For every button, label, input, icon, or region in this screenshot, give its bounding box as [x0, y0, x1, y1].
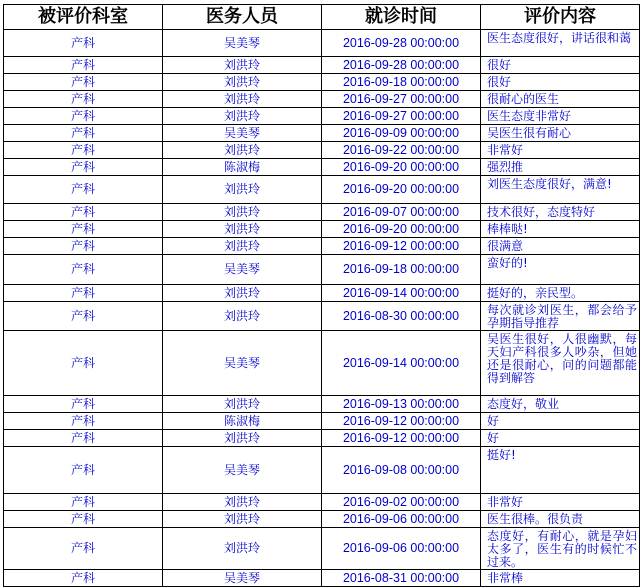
table-row — [4, 570, 640, 587]
comment-cell: 挺好的，亲民型。 — [481, 285, 640, 302]
comment-cell: 态度好，有耐心，就是孕妇太多了，医生有的时候忙不过来。 — [481, 528, 640, 570]
table-row — [4, 413, 640, 430]
comment-cell: 非常好 — [481, 142, 640, 159]
dept-cell: 产科 — [4, 142, 163, 159]
table-row — [4, 91, 640, 108]
staff-cell: 刘洪玲 — [163, 57, 322, 74]
table-row — [4, 528, 640, 570]
staff-cell: 刘洪玲 — [163, 430, 322, 447]
staff-cell: 吴美琴 — [163, 570, 322, 587]
staff-cell: 刘洪玲 — [163, 302, 322, 331]
table-row — [4, 255, 640, 285]
table-row — [4, 430, 640, 447]
staff-cell: 刘洪玲 — [163, 494, 322, 511]
comment-cell: 医生很棒。很负责 — [481, 511, 640, 528]
time-cell: 2016-09-14 00:00:00 — [322, 331, 481, 396]
table-row — [4, 331, 640, 396]
time-cell: 2016-08-30 00:00:00 — [322, 302, 481, 331]
staff-cell: 刘洪玲 — [163, 221, 322, 238]
table-row — [4, 447, 640, 494]
dept-cell: 产科 — [4, 159, 163, 176]
dept-cell: 产科 — [4, 30, 163, 57]
comment-cell: 强烈推 — [481, 159, 640, 176]
dept-cell: 产科 — [4, 221, 163, 238]
comment-cell: 挺好! — [481, 447, 640, 494]
staff-cell: 吴美琴 — [163, 255, 322, 285]
staff-cell: 刘洪玲 — [163, 528, 322, 570]
staff-cell: 刘洪玲 — [163, 204, 322, 221]
comment-cell: 很好 — [481, 57, 640, 74]
header-row — [4, 5, 640, 30]
staff-cell: 吴美琴 — [163, 447, 322, 494]
dept-cell: 产科 — [4, 74, 163, 91]
staff-cell: 吴美琴 — [163, 125, 322, 142]
time-cell: 2016-09-06 00:00:00 — [322, 511, 481, 528]
dept-cell: 产科 — [4, 91, 163, 108]
header-comment: 评价内容 — [481, 5, 640, 30]
table-row — [4, 204, 640, 221]
time-cell: 2016-09-20 00:00:00 — [322, 159, 481, 176]
time-cell: 2016-09-18 00:00:00 — [322, 74, 481, 91]
dept-cell: 产科 — [4, 57, 163, 74]
comment-cell: 医生态度非常好 — [481, 108, 640, 125]
time-cell: 2016-08-31 00:00:00 — [322, 570, 481, 587]
time-cell: 2016-09-18 00:00:00 — [322, 255, 481, 285]
comment-cell: 非常棒 — [481, 570, 640, 587]
dept-cell: 产科 — [4, 430, 163, 447]
time-cell: 2016-09-06 00:00:00 — [322, 528, 481, 570]
time-cell: 2016-09-13 00:00:00 — [322, 396, 481, 413]
table-row — [4, 238, 640, 255]
staff-cell: 陈淑梅 — [163, 159, 322, 176]
time-cell: 2016-09-12 00:00:00 — [322, 238, 481, 255]
time-cell: 2016-09-22 00:00:00 — [322, 142, 481, 159]
comment-cell: 刘医生态度很好，满意! — [481, 176, 640, 204]
dept-cell: 产科 — [4, 447, 163, 494]
staff-cell: 陈淑梅 — [163, 413, 322, 430]
comment-cell: 医生态度很好，讲话很和蔼 — [481, 30, 640, 57]
header-staff: 医务人员 — [163, 5, 322, 30]
comment-cell: 好 — [481, 430, 640, 447]
table-row — [4, 494, 640, 511]
table-row — [4, 159, 640, 176]
comment-cell: 态度好，敬业 — [481, 396, 640, 413]
comment-cell: 很好 — [481, 74, 640, 91]
dept-cell: 产科 — [4, 125, 163, 142]
comment-cell: 棒棒哒! — [481, 221, 640, 238]
dept-cell: 产科 — [4, 255, 163, 285]
comment-cell: 蛮好的! — [481, 255, 640, 285]
staff-cell: 刘洪玲 — [163, 396, 322, 413]
staff-cell: 刘洪玲 — [163, 108, 322, 125]
table-row — [4, 176, 640, 204]
time-cell: 2016-09-27 00:00:00 — [322, 108, 481, 125]
table-row — [4, 221, 640, 238]
time-cell: 2016-09-09 00:00:00 — [322, 125, 481, 142]
table-row — [4, 125, 640, 142]
dept-cell: 产科 — [4, 570, 163, 587]
dept-cell: 产科 — [4, 413, 163, 430]
dept-cell: 产科 — [4, 331, 163, 396]
comment-cell: 好 — [481, 413, 640, 430]
staff-cell: 刘洪玲 — [163, 74, 322, 91]
time-cell: 2016-09-08 00:00:00 — [322, 447, 481, 494]
table-row — [4, 108, 640, 125]
time-cell: 2016-09-28 00:00:00 — [322, 30, 481, 57]
comment-cell: 技术很好，态度特好 — [481, 204, 640, 221]
evaluation-table — [3, 4, 640, 587]
comment-cell: 吴医生很好，人很幽默，每天妇产科很多人吵杂，但她还是很耐心，问的问题都能得到解答 — [481, 331, 640, 396]
time-cell: 2016-09-12 00:00:00 — [322, 430, 481, 447]
dept-cell: 产科 — [4, 528, 163, 570]
comment-cell: 很满意 — [481, 238, 640, 255]
comment-cell: 很耐心的医生 — [481, 91, 640, 108]
staff-cell: 刘洪玲 — [163, 91, 322, 108]
staff-cell: 刘洪玲 — [163, 142, 322, 159]
staff-cell: 刘洪玲 — [163, 238, 322, 255]
dept-cell: 产科 — [4, 285, 163, 302]
comment-cell: 每次就诊刘医生，都会给予孕期指导推荐 — [481, 302, 640, 331]
table-row — [4, 142, 640, 159]
staff-cell: 刘洪玲 — [163, 285, 322, 302]
time-cell: 2016-09-28 00:00:00 — [322, 57, 481, 74]
header-dept: 被评价科室 — [4, 5, 163, 30]
time-cell: 2016-09-20 00:00:00 — [322, 221, 481, 238]
time-cell: 2016-09-07 00:00:00 — [322, 204, 481, 221]
header-time: 就诊时间 — [322, 5, 481, 30]
table-row — [4, 285, 640, 302]
dept-cell: 产科 — [4, 176, 163, 204]
table-row — [4, 511, 640, 528]
comment-cell: 非常好 — [481, 494, 640, 511]
staff-cell: 吴美琴 — [163, 331, 322, 396]
dept-cell: 产科 — [4, 302, 163, 331]
table-row — [4, 396, 640, 413]
time-cell: 2016-09-02 00:00:00 — [322, 494, 481, 511]
time-cell: 2016-09-12 00:00:00 — [322, 413, 481, 430]
table-row — [4, 57, 640, 74]
dept-cell: 产科 — [4, 494, 163, 511]
table-row — [4, 74, 640, 91]
time-cell: 2016-09-20 00:00:00 — [322, 176, 481, 204]
table-body — [4, 30, 640, 587]
staff-cell: 刘洪玲 — [163, 511, 322, 528]
table-row — [4, 302, 640, 331]
staff-cell: 吴美琴 — [163, 30, 322, 57]
time-cell: 2016-09-14 00:00:00 — [322, 285, 481, 302]
table-row — [4, 30, 640, 57]
comment-cell: 吴医生很有耐心 — [481, 125, 640, 142]
dept-cell: 产科 — [4, 511, 163, 528]
dept-cell: 产科 — [4, 238, 163, 255]
dept-cell: 产科 — [4, 204, 163, 221]
time-cell: 2016-09-27 00:00:00 — [322, 91, 481, 108]
dept-cell: 产科 — [4, 108, 163, 125]
staff-cell: 刘洪玲 — [163, 176, 322, 204]
dept-cell: 产科 — [4, 396, 163, 413]
